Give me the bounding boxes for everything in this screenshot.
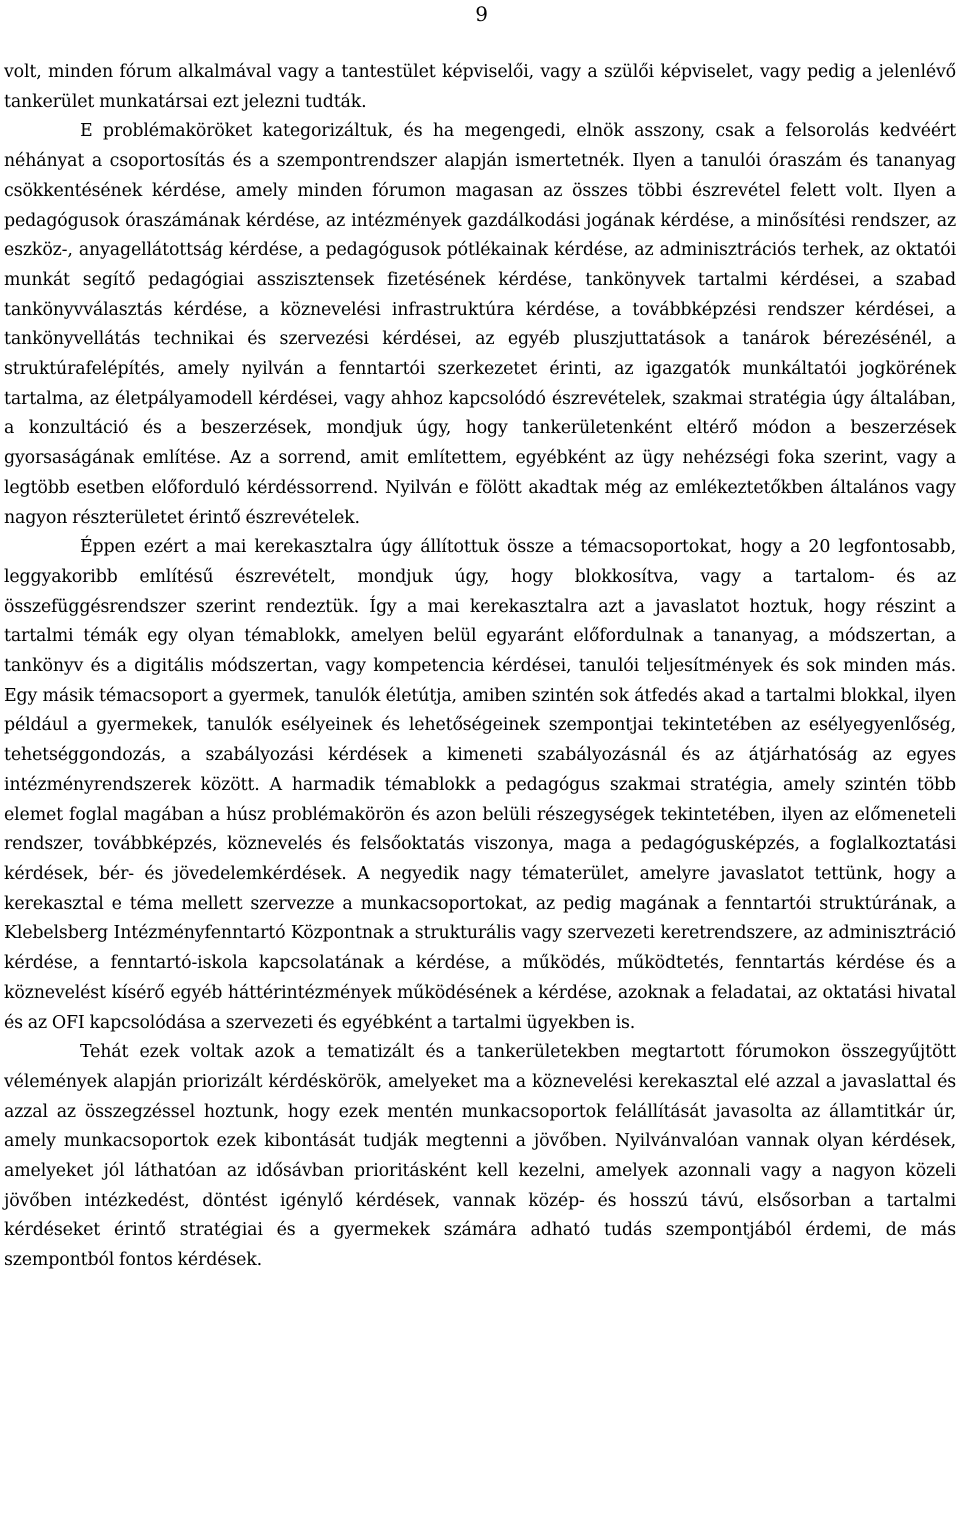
paragraph-problem-categories: E problémaköröket kategorizáltuk, és ha megengedi, elnök asszony, csak a felsorolás kedvéért néhányat a csoportosítás és a szempontrendszer alapján ismertetnék. Ilyen a tanulói óraszám és tananyag csökkentésének kérdése, amely minden fórumon magasan az összes többi észrevétel felett volt. Ilyen a pedagógusok óraszámának kérdése, az intézmények gazdálkodási jogának kérdése, a minősítési rendszer, az eszköz-, anyagellátottság kérdése, a pedagógusok pótlékainak kérdése, az adminisztrációs terhek, az oktatói munkát segítő pedagógiai asszisztensek fizetésének kérdése, tankönyvek tartalmi kérdései, a szabad tankönyvválasztás kérdése, a köznevelési infrastruktúra kérdése, a továbbképzési rendszer kérdései, a tankönyvellátás technikai és szervezési kérdései, az egyéb pluszjuttatások a tanárok bérezésénél, a struktúrafelépítés, amely nyilván a fenntartói szerkezetet érinti, az igazgatók munkáltatói jogkörének tartalma, az életpályamodell kérdései, vagy ahhoz kapcsolódó észrevételek, szakmai stratégia úgy általában, a konzultáció és a beszerzések, mondjuk úgy, hogy tankerületenként eltérő módon a beszerzések gyorsaságának említése. Az a sorrend, amit említettem, egyébként az ügy nehézségi foka szerint, vagy a legtöbb esetben előforduló kérdéssorrend. Nyilván e fölött akadtak még az emlékeztetőkben általános vagy nagyon részterületet érintő észrevételek.	[4, 121, 956, 528]
page-number: 9	[475, 2, 488, 26]
paragraph-summary: Tehát ezek voltak azok a tematizált és a tankerületekben megtartott fórumokon összegyűjtött vélemények alapján priorizált kérdéskörök, amelyeket ma a köznevelési kerekasztal elé azzal a javaslattal és azzal az összegzéssel hoztunk, hogy ezek mentén munkacsoportok felállítását javasolta az államtitkár úr, amely munkacsoportok ezek kibontását tudják megtenni a jövőben. Nyilvánvalóan vannak olyan kérdések, amelyeket jól láthatóan az idősávban prioritásként kell kezelni, amelyek azonnali vagy a nagyon közeli jövőben intézkedést, döntést igénylő kérdések, vannak közép- és hosszú távú, elsősorban a tartalmi kérdéseket érintő stratégiai és a gyermekek számára adható tudás szempontjából érdemi, de más szempontból fontos kérdések.	[4, 1042, 956, 1271]
paragraph-theme-groups: Éppen ezért a mai kerekasztalra úgy állítottuk össze a témacsoportokat, hogy a 20 legfontosabb, leggyakoribb említésű észrevételt, mondjuk úgy, hogy blokkosítva, vagy a tartalom- és az összefüggésrendszer szerint rendeztük. Így a mai kerekasztalra azt a javaslatot hoztuk, hogy részint a tartalmi témák egy olyan témablokk, amelyen belül egyaránt előfordulnak a tananyag, a módszertan, a tankönyv és a digitális módszertan, vagy kompetencia kérdései, tanulói teljesítmények és sok minden más. Egy másik témacsoport a gyermek, tanulók életútja, amiben szintén sok átfedés akad a tartalmi blokkal, ilyen például a gyermekek, tanulók esélyeinek és lehetőségeinek szempontjai tekintetében az esélyegyenlőség, tehetséggondozás, a szabályozási kérdések a kimeneti szabályozásnál és az átjárhatóság az egyes intézményrendszerek között. A harmadik témablokk a pedagógus szakmai stratégia, amely szintén több elemet foglal magában a húsz problémakörön és azon belüli részegységek tekintetében, ilyen az előmeneteli rendszer, továbbképzés, köznevelés és felsőoktatás viszonya, maga a pedagógusképzés, a foglalkoztatási kérdések, bér- és jövedelemkérdések. A negyedik nagy tématerület, amelyre javaslatot tettünk, hogy a kerekasztal e téma mellett szervezze a munkacsoportokat, az pedig magának a fenntartói struktúrának, a Klebelsberg Intézményfenntartó Központnak a strukturális vagy szervezeti keretrendszere, az adminisztráció kérdése, a fenntartó-iskola kapcsolatának a kérdése, a működés, működtetés, fenntartás kérdése és a köznevelést kísérő egyéb háttérintézmények működésének a kérdése, azoknak a feladatai, az oktatási hivatal és az OFI kapcsolódása a szervezeti és egyébként a tartalmi ügyekben is.	[4, 537, 956, 1033]
paragraph-continuation: volt, minden fórum alkalmával vagy a tantestület képviselői, vagy a szülői képviselet, vagy pedig a jelenlévő tankerület munkatársai ezt jelezni tudták.	[4, 62, 956, 112]
document-body	[4, 58, 956, 1276]
